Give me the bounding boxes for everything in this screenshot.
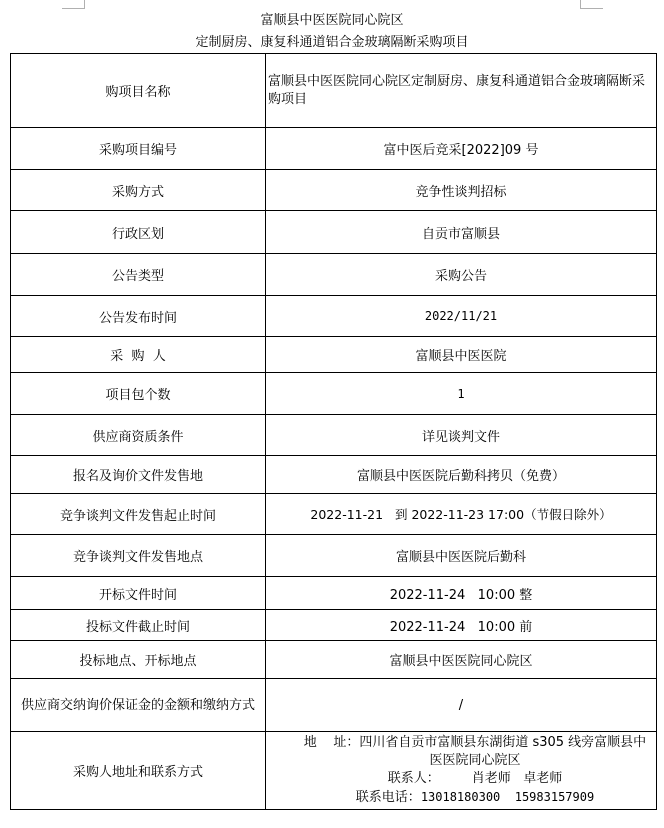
table-row: [11, 296, 657, 337]
table-row: [11, 732, 657, 810]
row-value-deadline: 2022-11-24 10:00 前: [266, 610, 657, 641]
row-label-project-name: 购项目名称: [11, 54, 266, 128]
row-value-publish-time: 2022/11/21: [266, 296, 657, 337]
table-row: [11, 415, 657, 456]
contact-phones: 13018180300 15983157909: [420, 790, 595, 804]
row-value-method: 竞争性谈判招标: [266, 170, 657, 211]
row-value-bid-place: 富顺县中医医院同心院区: [266, 641, 657, 679]
document-header: [0, 10, 664, 54]
row-label-publish-time: 公告发布时间: [11, 296, 266, 337]
row-label-sale-period: 竞争谈判文件发售起止时间: [11, 494, 266, 535]
row-value-notice-type: 采购公告: [266, 254, 657, 296]
row-value-region: 自贡市富顺县: [266, 211, 657, 254]
row-label-project-code: 采购项目编号: [11, 128, 266, 170]
table-row: [11, 128, 657, 170]
row-value-sale-place: 富顺县中医医院后勤科: [266, 535, 657, 577]
table-row: [11, 456, 657, 494]
table-row: [11, 170, 657, 211]
table-row: [11, 577, 657, 610]
procurement-info-table: [10, 53, 657, 810]
row-value-qualification: 详见谈判文件: [266, 415, 657, 456]
page-corner-mark-right: [580, 0, 603, 9]
table-row: [11, 373, 657, 415]
row-label-qualification: 供应商资质条件: [11, 415, 266, 456]
header-title-line1: 富顺县中医医院同心院区: [260, 13, 404, 28]
row-label-package-count: 项目包个数: [11, 373, 266, 415]
row-label-sale-place: 竞争谈判文件发售地点: [11, 535, 266, 577]
table-row: [11, 254, 657, 296]
row-label-bid-place: 投标地点、开标地点: [11, 641, 266, 679]
row-value-contact: [266, 732, 657, 810]
row-value-package-count: 1: [266, 373, 657, 415]
contact-person-label: 联系人：: [387, 771, 440, 786]
row-value-project-code: 富中医后竞采[2022]09 号: [266, 128, 657, 170]
contact-persons: 肖老师 卓老师: [471, 771, 563, 786]
row-label-purchaser: 采 购 人: [11, 337, 266, 373]
row-label-region: 行政区划: [11, 211, 266, 254]
row-label-method: 采购方式: [11, 170, 266, 211]
row-value-project-name: 富顺县中医医院同心院区定制厨房、康复科通道铝合金玻璃隔断采购项目: [266, 54, 657, 128]
table-row: [11, 641, 657, 679]
row-label-open-time: 开标文件时间: [11, 577, 266, 610]
table-row: [11, 54, 657, 128]
header-title-line2: 定制厨房、康复科通道铝合金玻璃隔断采购项目: [195, 35, 469, 50]
contact-address-label: 地 址：: [303, 735, 360, 750]
contact-phone-label: 联系电话：: [355, 790, 421, 805]
row-value-open-time: 2022-11-24 10:00 整: [266, 577, 657, 610]
table-row: [11, 535, 657, 577]
row-label-deadline: 投标文件截止时间: [11, 610, 266, 641]
contact-address: 四川省自贡市富顺县东湖街道 s305 线旁富顺县中医医院同心院区: [359, 735, 647, 768]
row-label-doc-place: 报名及询价文件发售地: [11, 456, 266, 494]
table-row: [11, 337, 657, 373]
table-row: [11, 679, 657, 732]
row-label-contact: 采购人地址和联系方式: [11, 732, 266, 810]
row-value-purchaser: 富顺县中医医院: [266, 337, 657, 373]
table-row: [11, 610, 657, 641]
row-value-sale-period: 2022-11-21 到 2022-11-23 17:00（节假日除外）: [266, 494, 657, 535]
row-label-notice-type: 公告类型: [11, 254, 266, 296]
row-label-deposit: 供应商交纳询价保证金的金额和缴纳方式: [11, 679, 266, 732]
row-value-doc-place: 富顺县中医医院后勤科拷贝（免费）: [266, 456, 657, 494]
page-corner-mark-left: [62, 0, 85, 9]
table-row: [11, 494, 657, 535]
table-row: [11, 211, 657, 254]
row-value-deposit: /: [266, 679, 657, 732]
